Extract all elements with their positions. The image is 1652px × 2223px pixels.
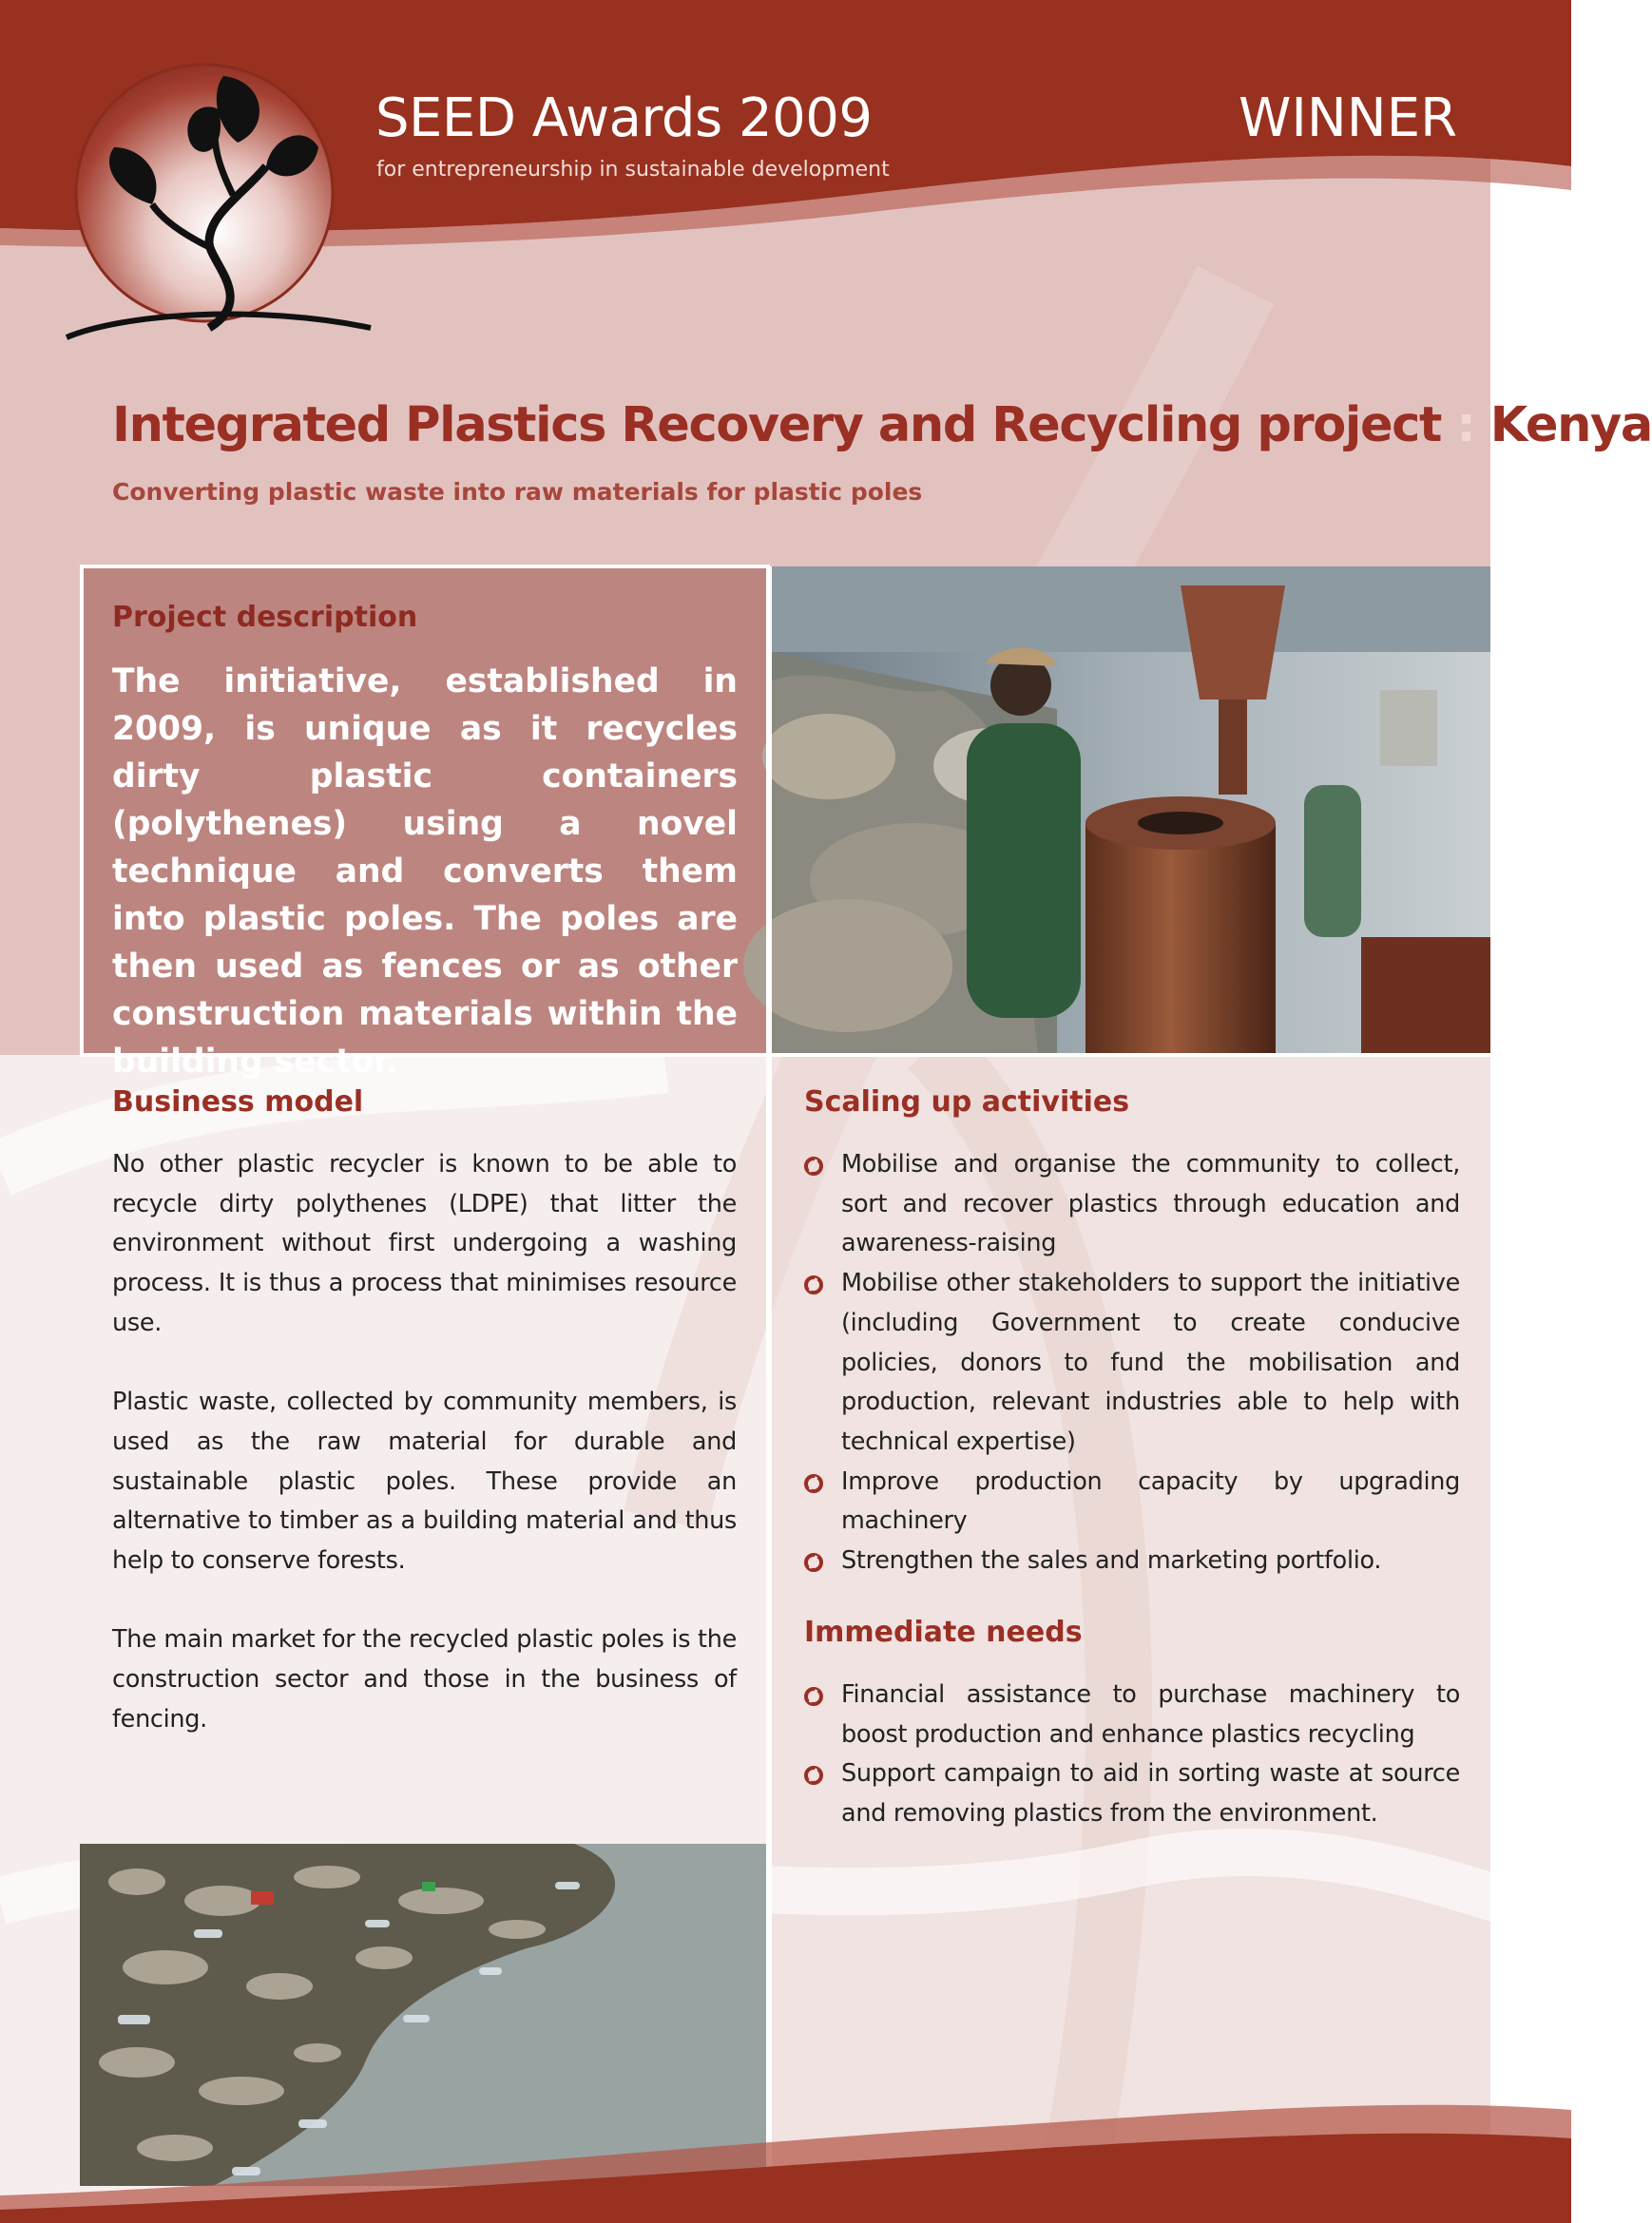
column-divider: [766, 566, 772, 2182]
project-title: [112, 397, 1652, 453]
list-item-text: Improve production capacity by upgrading machinery: [841, 1466, 1460, 1536]
list-item-text: Mobilise and organise the community to collect, sort and recover plastics through education and awareness-raising: [841, 1150, 1460, 1258]
bullet-icon: [804, 1687, 823, 1706]
business-model-body: [112, 1145, 737, 1779]
seed-logo: [67, 52, 390, 356]
list-item: [804, 1542, 1460, 1581]
description-heading: Project description: [112, 601, 418, 634]
list-item: [804, 1145, 1460, 1264]
project-subtitle: Converting plastic waste into raw materials for plastic poles: [112, 478, 923, 506]
business-model-heading: Business model: [112, 1085, 364, 1119]
winner-badge: WINNER: [1239, 87, 1457, 149]
title-separator: :: [1456, 397, 1475, 453]
immediate-needs-heading: Immediate needs: [804, 1616, 1083, 1649]
header-subtitle: for entrepreneurship in sustainable development: [376, 158, 890, 182]
business-model-paragraph: Plastic waste, collected by community members, is used as the raw material for durable and sustainable plastic poles. These provide an alternative to timber as a building material and thus help to conserve forests.: [112, 1388, 737, 1576]
business-model-paragraph: The main market for the recycled plastic poles is the construction sector and those in the business of fencing.: [112, 1625, 737, 1734]
scaling-up-list: [804, 1145, 1460, 1581]
header-title: SEED Awards 2009: [375, 87, 873, 149]
scaling-up-heading: Scaling up activities: [804, 1085, 1130, 1119]
list-item-text: Financial assistance to purchase machinery to boost production and enhance plastics recycling: [841, 1680, 1460, 1749]
immediate-needs-list: [804, 1676, 1460, 1834]
bullet-icon: [804, 1474, 823, 1493]
bullet-icon: [804, 1275, 823, 1294]
list-item-text: Support campaign to aid in sorting waste at source and removing plastics from the environment.: [841, 1759, 1460, 1829]
recycling-facility-photo: [772, 566, 1490, 1053]
list-item: [804, 1463, 1460, 1542]
bullet-icon: [804, 1157, 823, 1176]
list-item: [804, 1264, 1460, 1463]
project-title-main: Integrated Plastics Recovery and Recycling project: [112, 397, 1441, 453]
list-item: [804, 1754, 1460, 1833]
business-model-paragraph: No other plastic recycler is known to be able to recycle dirty polythenes (LDPE) that litter the environment without first undergoing a washing process. It is thus a process that minimises resource use.: [112, 1150, 737, 1337]
list-item: [804, 1676, 1460, 1754]
project-country: Kenya: [1489, 397, 1652, 453]
footer-wave: [0, 2072, 1571, 2223]
list-item-text: Mobilise other stakeholders to support the initiative (including Government to create conducive policies, donors to fund the mobilisation and production, relevant industries able to help with technical expertise): [841, 1269, 1460, 1456]
bullet-icon: [804, 1766, 823, 1785]
bullet-icon: [804, 1553, 823, 1572]
description-text: The initiative, established in 2009, is unique as it recycles dirty plastic containers (polythenes) using a novel technique and converts them into plastic poles. The poles are then used as fences or as other construction materials within the building sector.: [112, 662, 738, 1081]
list-item-text: Strengthen the sales and marketing portfolio.: [841, 1546, 1382, 1576]
